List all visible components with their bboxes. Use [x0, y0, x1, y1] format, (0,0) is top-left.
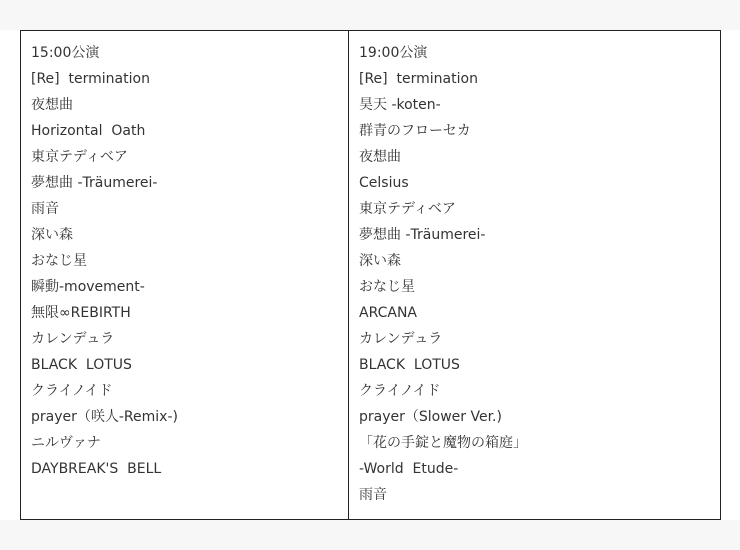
setlist-row: [21, 31, 721, 520]
song-item: おなじ星: [31, 253, 87, 269]
song-item: 無限∞REBIRTH: [31, 305, 131, 321]
song-item: Celsius: [359, 175, 409, 191]
song-item: ARCANA: [359, 305, 418, 321]
song-item: おなじ星: [359, 279, 415, 295]
song-item: 東京テディベア: [31, 149, 128, 165]
song-item: 瞬動-movement-: [31, 279, 145, 295]
song-item: 夜想曲: [359, 149, 401, 165]
song-item: 夢想曲 -Träumerei-: [359, 227, 486, 243]
song-item: 雨音: [359, 487, 387, 503]
show-time-heading-1900: 19:00公演: [359, 45, 428, 61]
song-item: BLACK LOTUS: [31, 357, 132, 373]
song-item: DAYBREAK'S BELL: [31, 461, 162, 477]
setlist-table: [20, 30, 721, 520]
song-item: 夜想曲: [31, 97, 73, 113]
song-item: [Re] termination: [31, 71, 150, 87]
page-content: [0, 30, 740, 520]
song-item: [Re] termination: [359, 71, 478, 87]
song-item: prayer（Slower Ver.): [359, 409, 502, 425]
show-time-heading-1500: 15:00公演: [31, 45, 100, 61]
song-item: Horizontal Oath: [31, 123, 146, 139]
song-item: BLACK LOTUS: [359, 357, 460, 373]
setlist-1500-cell: [21, 31, 349, 520]
song-item: カレンデュラ: [31, 331, 115, 347]
song-item: 群青のフローセカ: [359, 123, 471, 139]
song-item: クライノイド: [31, 383, 113, 399]
song-item: 昊天 -koten-: [359, 97, 441, 113]
song-item: 深い森: [359, 253, 401, 269]
song-item: prayer（咲人-Remix-): [31, 409, 178, 425]
song-item: 東京テディベア: [359, 201, 456, 217]
song-item: -World Etude-: [359, 461, 459, 477]
song-item: カレンデュラ: [359, 331, 443, 347]
song-item: クライノイド: [359, 383, 441, 399]
song-item: ニルヴァナ: [31, 435, 101, 451]
song-item: 雨音: [31, 201, 59, 217]
song-item: 「花の手錠と魔物の箱庭」: [359, 435, 527, 451]
setlist-1900-cell: [349, 31, 721, 520]
song-item: 深い森: [31, 227, 73, 243]
song-item: 夢想曲 -Träumerei-: [31, 175, 158, 191]
